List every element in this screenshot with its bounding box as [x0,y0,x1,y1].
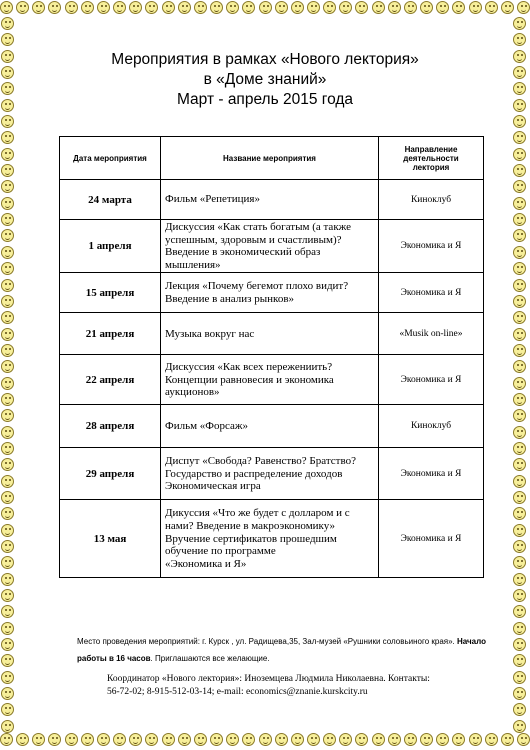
smiley-icon [513,720,526,733]
smiley-icon [513,50,526,63]
border-bottom [0,733,530,749]
event-date: 22 апреля [60,355,161,405]
event-name: Музыка вокруг нас [161,313,379,355]
smiley-icon [65,733,78,746]
smiley-icon [32,1,45,14]
smiley-icon [65,1,78,14]
smiley-icon [404,1,417,14]
smiley-icon [355,1,368,14]
smiley-icon [355,733,368,746]
smiley-icon [0,1,13,14]
smiley-icon [513,229,526,242]
smiley-icon [1,229,14,242]
smiley-icon [129,733,142,746]
smiley-icon [388,1,401,14]
smiley-icon [210,733,223,746]
smiley-icon [372,733,385,746]
smiley-icon [0,733,13,746]
smiley-icon [1,131,14,144]
smiley-icon [513,605,526,618]
smiley-icon [513,66,526,79]
smiley-icon [178,733,191,746]
venue-note: Место проведения мероприятий: г. Курск , ул. Радищева,35, Зал-музей «Рушники соловьиного края». Начало работы в 16 часов. Приглашаются все желающие. [77,637,486,663]
event-direction: Экономика и Я [379,500,484,578]
smiley-icon [178,1,191,14]
smiley-icon [194,733,207,746]
event-name: Дискуссия «Как всех пережениить? Концепции равновесия и экономика аукционов» [161,355,379,405]
smiley-icon [48,1,61,14]
table-row [60,180,484,220]
smiley-icon [513,262,526,275]
smiley-icon [1,33,14,46]
coordinator-contacts [107,673,487,699]
border-right [513,17,529,733]
smiley-icon [291,733,304,746]
smiley-icon [420,1,433,14]
smiley-icon [1,687,14,700]
smiley-icon [513,654,526,667]
smiley-icon [291,1,304,14]
smiley-icon [404,733,417,746]
table-row [60,220,484,273]
smiley-icon [81,1,94,14]
smiley-icon [1,328,14,341]
smiley-icon [323,1,336,14]
smiley-icon [513,622,526,635]
contacts-line: 56-72-02; 8-915-512-03-14; e-mail: economics@znanie.kurskcity.ru [107,687,368,697]
smiley-icon [1,148,14,161]
title-line: Март - апрель 2015 года [176,91,354,108]
smiley-icon [1,524,14,537]
smiley-icon [485,1,498,14]
event-name: Фильм «Репетиция» [161,180,379,220]
smiley-icon [436,733,449,746]
smiley-icon [1,491,14,504]
smiley-icon [513,409,526,422]
event-direction: Киноклуб [379,180,484,220]
table-header-row [60,137,484,180]
event-date: 28 апреля [60,405,161,448]
smiley-icon [513,213,526,226]
smiley-icon [513,540,526,553]
smiley-icon [16,1,29,14]
smiley-icon [513,295,526,308]
event-name: Лекция «Почему бегемот плохо видит? Введение в анализ рынков» [161,273,379,313]
smiley-icon [1,638,14,651]
smiley-icon [513,491,526,504]
event-name: Диспут «Свобода? Равенство? Братство? Государство и распределение доходов Экономическая игра [161,448,379,500]
event-date: 29 апреля [60,448,161,500]
smiley-icon [372,1,385,14]
smiley-icon [1,703,14,716]
smiley-icon [48,733,61,746]
smiley-icon [323,733,336,746]
smiley-icon [1,262,14,275]
smiley-icon [513,311,526,324]
smiley-icon [513,148,526,161]
smiley-icon [513,197,526,210]
smiley-icon [388,733,401,746]
smiley-icon [485,733,498,746]
smiley-icon [513,131,526,144]
smiley-icon [469,1,482,14]
smiley-icon [1,409,14,422]
smiley-icon [1,66,14,79]
smiley-icon [452,733,465,746]
smiley-icon [513,82,526,95]
smiley-icon [194,1,207,14]
smiley-icon [513,164,526,177]
smiley-icon [1,442,14,455]
smiley-icon [513,687,526,700]
smiley-icon [1,458,14,471]
smiley-icon [1,82,14,95]
smiley-icon [339,1,352,14]
smiley-icon [469,733,482,746]
table-row [60,500,484,578]
smiley-icon [513,507,526,520]
title-line: Мероприятия в рамках «Нового лектория» [111,51,419,68]
smiley-icon [501,1,514,14]
smiley-icon [1,197,14,210]
smiley-icon [513,556,526,569]
smiley-icon [513,442,526,455]
smiley-icon [513,393,526,406]
smiley-icon [162,733,175,746]
smiley-icon [420,733,433,746]
smiley-icon [1,213,14,226]
event-direction: «Musik on-line» [379,313,484,355]
event-direction: Киноклуб [379,405,484,448]
smiley-icon [513,360,526,373]
smiley-icon [1,556,14,569]
column-header-date: Дата мероприятия [60,137,161,180]
smiley-icon [513,671,526,684]
smiley-icon [32,733,45,746]
smiley-icon [129,1,142,14]
table-body [60,180,484,578]
page-title [60,50,470,110]
smiley-icon [501,733,514,746]
column-header-direction: Направление деятельности лектория [379,137,484,180]
smiley-icon [513,279,526,292]
smiley-icon [1,377,14,390]
event-direction: Экономика и Я [379,448,484,500]
smiley-icon [513,180,526,193]
smiley-icon [513,377,526,390]
smiley-icon [275,1,288,14]
smiley-icon [145,1,158,14]
event-direction: Экономика и Я [379,355,484,405]
smiley-icon [1,654,14,667]
smiley-icon [242,1,255,14]
smiley-icon [1,540,14,553]
smiley-icon [513,426,526,439]
event-name: Фильм «Форсаж» [161,405,379,448]
smiley-icon [113,1,126,14]
border-left [1,17,17,733]
smiley-icon [307,1,320,14]
smiley-icon [1,589,14,602]
smiley-icon [259,733,272,746]
smiley-icon [513,328,526,341]
smiley-icon [1,311,14,324]
smiley-icon [513,115,526,128]
smiley-icon [1,99,14,112]
title-line: в «Доме знаний» [203,71,327,88]
smiley-icon [513,99,526,112]
smiley-icon [226,1,239,14]
smiley-icon [275,733,288,746]
smiley-icon [1,180,14,193]
smiley-icon [513,17,526,30]
event-direction: Экономика и Я [379,273,484,313]
smiley-icon [1,17,14,30]
smiley-icon [1,720,14,733]
smiley-icon [16,733,29,746]
border-top [0,1,530,17]
smiley-icon [1,360,14,373]
smiley-icon [1,279,14,292]
table-row [60,313,484,355]
smiley-icon [226,733,239,746]
events-table [59,136,484,578]
event-date: 21 апреля [60,313,161,355]
smiley-icon [513,703,526,716]
smiley-icon [513,475,526,488]
smiley-icon [517,1,530,14]
smiley-icon [1,50,14,63]
smiley-icon [513,638,526,651]
smiley-icon [162,1,175,14]
smiley-icon [513,458,526,471]
smiley-icon [513,524,526,537]
smiley-icon [339,733,352,746]
smiley-icon [1,671,14,684]
coordinator-line: Координатор «Нового лектория»: Иноземцева Людмила Николаевна. Контакты: [107,674,430,684]
smiley-icon [1,475,14,488]
smiley-icon [1,164,14,177]
smiley-icon [307,733,320,746]
table-row [60,405,484,448]
smiley-icon [1,507,14,520]
smiley-icon [517,733,530,746]
smiley-icon [513,246,526,259]
event-date: 1 апреля [60,220,161,273]
smiley-icon [1,573,14,586]
table-row [60,448,484,500]
smiley-icon [1,426,14,439]
table-row [60,355,484,405]
smiley-icon [242,733,255,746]
event-date: 24 марта [60,180,161,220]
smiley-icon [97,733,110,746]
smiley-icon [1,344,14,357]
event-name: Дискуссия «Как стать богатым (а также успешным, здоровым и счастливым)? Введение в экономический образ мышления» [161,220,379,273]
smiley-icon [1,295,14,308]
event-date: 13 мая [60,500,161,578]
smiley-icon [1,622,14,635]
smiley-icon [513,33,526,46]
smiley-icon [210,1,223,14]
table-row [60,273,484,313]
event-date: 15 апреля [60,273,161,313]
smiley-icon [513,573,526,586]
smiley-icon [81,733,94,746]
smiley-icon [97,1,110,14]
smiley-icon [452,1,465,14]
event-direction: Экономика и Я [379,220,484,273]
smiley-icon [259,1,272,14]
smiley-icon [513,589,526,602]
column-header-name: Название мероприятия [161,137,379,180]
smiley-icon [436,1,449,14]
smiley-icon [1,393,14,406]
event-name: Дикуссия «Что же будет с долларом и с нами? Введение в макроэкономику» Вручение сертификатов прошедшим обучение по программе «Экономика и Я» [161,500,379,578]
smiley-icon [113,733,126,746]
smiley-icon [513,344,526,357]
smiley-icon [1,605,14,618]
smiley-icon [145,733,158,746]
smiley-icon [1,246,14,259]
smiley-icon [1,115,14,128]
